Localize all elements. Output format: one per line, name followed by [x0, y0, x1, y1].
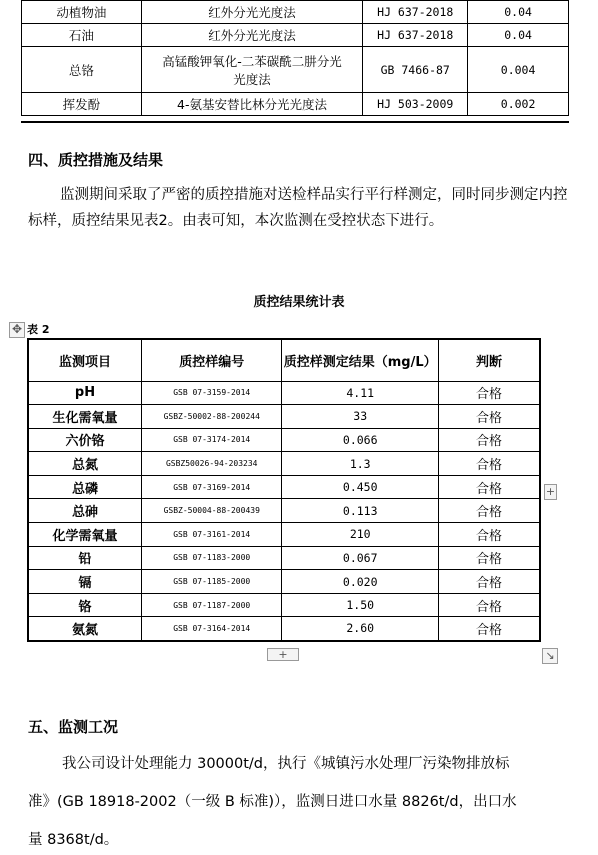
method-row-standard: HJ 637-2018: [363, 1, 468, 24]
qc-table-row: [28, 523, 540, 547]
qc-cell-judge: 合格: [438, 381, 540, 405]
qc-cell-judge: 合格: [438, 617, 540, 641]
method-row-method: 红外分光光度法: [141, 1, 363, 24]
table-move-handle-icon[interactable]: ✥: [9, 322, 25, 338]
qc-cell-result: 1.3: [282, 452, 438, 476]
qc-table-row: [28, 381, 540, 405]
qc-cell-judge: 合格: [438, 475, 540, 499]
qc-cell-result: 210: [282, 523, 438, 547]
section-qc-paragraph: 监测期间采取了严密的质控措施对送检样品实行平行样测定，同时同步测定内控标样，质控结果见表2。由表可知，本次监测在受控状态下进行。: [28, 187, 568, 229]
qc-cell-judge: 合格: [438, 593, 540, 617]
qc-cell-code: GSB 07-3161-2014: [141, 523, 281, 547]
analysis-method-table: [21, 0, 569, 116]
qc-table-row: [28, 475, 540, 499]
qc-cell-result: 0.113: [282, 499, 438, 523]
qc-cell-item: 镉: [28, 570, 141, 594]
method-row-method: 4-氨基安替比林分光光度法: [141, 93, 363, 116]
table-label: 表 2: [27, 323, 50, 336]
method-row-limit: 0.004: [468, 47, 569, 93]
qc-cell-code: GSB 07-3159-2014: [141, 381, 281, 405]
qc-cell-result: 2.60: [282, 617, 438, 641]
method-row: [22, 47, 569, 93]
qc-cell-item: 六价铬: [28, 428, 141, 452]
conditions-line-2: 准》(GB 18918-2002（一级 B 标准)），监测日进口水量 8826t/d，出口水: [28, 794, 517, 810]
method-row-item: 动植物油: [22, 1, 142, 24]
add-row-button[interactable]: +: [267, 648, 299, 661]
qc-results-table: [27, 338, 541, 642]
qc-table-row: [28, 405, 540, 429]
header-item: 监测项目: [28, 339, 141, 381]
qc-cell-item: pH: [28, 381, 141, 405]
qc-cell-item: 铅: [28, 546, 141, 570]
conditions-line-1: 我公司设计处理能力 30000t/d，执行《城镇污水处理厂污染物排放标: [62, 756, 510, 772]
header-result: 质控样测定结果（mg/L）: [282, 339, 438, 381]
qc-cell-result: 0.066: [282, 428, 438, 452]
qc-cell-judge: 合格: [438, 570, 540, 594]
method-row-item: 挥发酚: [22, 93, 142, 116]
method-row-limit: 0.04: [468, 24, 569, 47]
header-judge: 判断: [438, 339, 540, 381]
method-row-standard: HJ 503-2009: [363, 93, 468, 116]
method-row-item: 石油: [22, 24, 142, 47]
method-row-item: 总铬: [22, 47, 142, 93]
method-row: [22, 1, 569, 24]
add-column-button[interactable]: +: [545, 485, 556, 498]
table-bottom-rule: [21, 121, 569, 123]
qc-cell-item: 氨氮: [28, 617, 141, 641]
qc-cell-item: 铬: [28, 593, 141, 617]
qc-cell-code: GSB 07-1187-2000: [141, 593, 281, 617]
method-row-standard: GB 7466-87: [363, 47, 468, 93]
qc-cell-result: 0.067: [282, 546, 438, 570]
qc-table-row: [28, 452, 540, 476]
method-row-method: 红外分光光度法: [141, 24, 363, 47]
qc-cell-item: 总氮: [28, 452, 141, 476]
qc-cell-judge: 合格: [438, 523, 540, 547]
qc-cell-code: GSBZ-50004-88-200439: [141, 499, 281, 523]
method-row: [22, 93, 569, 116]
qc-cell-code: GSB 07-3169-2014: [141, 475, 281, 499]
qc-table-caption: 质控结果统计表: [253, 295, 345, 310]
qc-cell-result: 1.50: [282, 593, 438, 617]
qc-cell-code: GSB 07-1183-2000: [141, 546, 281, 570]
qc-cell-item: 总磷: [28, 475, 141, 499]
qc-cell-item: 总砷: [28, 499, 141, 523]
qc-cell-result: 0.020: [282, 570, 438, 594]
qc-cell-item: 生化需氧量: [28, 405, 141, 429]
method-row-limit: 0.04: [468, 1, 569, 24]
qc-cell-result: 33: [282, 405, 438, 429]
qc-cell-code: GSB 07-3174-2014: [141, 428, 281, 452]
method-row: [22, 24, 569, 47]
section-heading-qc: 四、质控措施及结果: [28, 151, 164, 169]
qc-cell-result: 0.450: [282, 475, 438, 499]
qc-table-row: [28, 617, 540, 641]
table-resize-handle-icon[interactable]: ↘: [542, 648, 558, 664]
qc-cell-code: GSBZ50026-94-203234: [141, 452, 281, 476]
qc-cell-judge: 合格: [438, 428, 540, 452]
qc-cell-judge: 合格: [438, 452, 540, 476]
qc-cell-judge: 合格: [438, 499, 540, 523]
method-row-standard: HJ 637-2018: [363, 24, 468, 47]
method-row-method: 高锰酸钾氧化-二苯碳酰二肼分光光度法: [141, 47, 363, 93]
qc-table-header-row: [28, 339, 540, 381]
qc-table-row: [28, 593, 540, 617]
qc-cell-result: 4.11: [282, 381, 438, 405]
qc-cell-judge: 合格: [438, 405, 540, 429]
qc-cell-item: 化学需氧量: [28, 523, 141, 547]
qc-cell-judge: 合格: [438, 546, 540, 570]
qc-table-row: [28, 499, 540, 523]
qc-table-row: [28, 570, 540, 594]
qc-cell-code: GSBZ-50002-88-200244: [141, 405, 281, 429]
qc-table-row: [28, 546, 540, 570]
header-code: 质控样编号: [141, 339, 281, 381]
qc-cell-code: GSB 07-3164-2014: [141, 617, 281, 641]
method-row-limit: 0.002: [468, 93, 569, 116]
conditions-line-3: 量 8368t/d。: [28, 832, 119, 848]
qc-table-wrap: [27, 338, 541, 642]
qc-table-row: [28, 428, 540, 452]
section-heading-conditions: 五、监测工况: [28, 718, 119, 736]
qc-cell-code: GSB 07-1185-2000: [141, 570, 281, 594]
